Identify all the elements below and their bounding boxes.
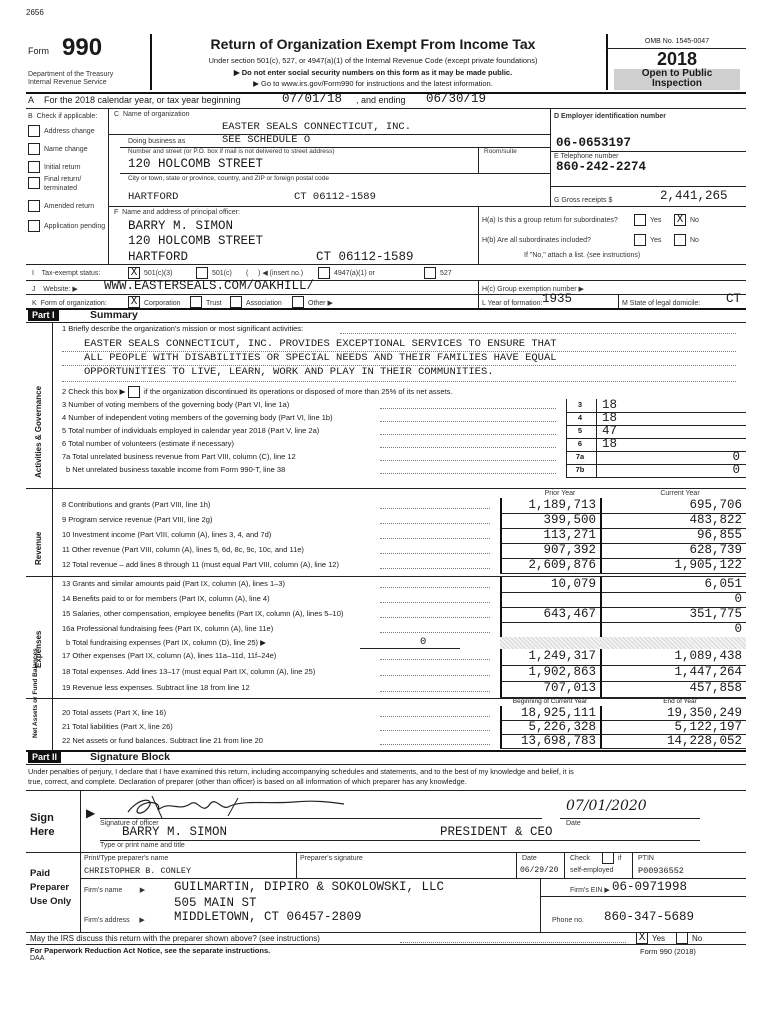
preparer-date-label: Date <box>522 855 537 862</box>
financial-line-label: 15 Salaries, other compensation, employee benefits (Part IX, column (A), lines 5–10) <box>62 609 344 618</box>
gov-line-label: b Net unrelated business taxable income from Form 990-T, line 38 <box>66 465 286 474</box>
sig-date-label: Date <box>566 820 581 827</box>
corporation-checkbox[interactable]: X <box>128 296 140 308</box>
prior-year-value[interactable]: 1,902,863 <box>528 665 596 679</box>
current-year-value[interactable]: 1,905,122 <box>674 558 742 572</box>
discuss-yes-label: Yes <box>652 934 666 943</box>
sign-arrow: ▶ <box>86 806 96 820</box>
prior-year-header: Prior Year <box>544 490 576 497</box>
current-year-value[interactable]: 1,089,438 <box>674 649 742 663</box>
street-label: Number and street (or P.O. box if mail is not delivered to street address) <box>128 148 335 155</box>
financial-line-label: 14 Benefits paid to or for members (Part IX, column (A), line 4) <box>62 594 270 603</box>
preparer-signature-label: Preparer's signature <box>300 855 363 862</box>
self-employed-checkbox[interactable] <box>602 852 614 864</box>
address-change-label: Address change <box>44 128 95 135</box>
association-label: Association <box>246 300 282 307</box>
line-a-ending: , and ending <box>356 95 406 105</box>
current-year-value[interactable]: 351,775 <box>689 607 742 621</box>
discuss-no-label: No <box>692 934 703 943</box>
financial-line-label: 10 Investment income (Part VIII, column (A), lines 3, 4, and 7d) <box>62 530 272 539</box>
final-return-checkbox[interactable] <box>28 177 40 189</box>
trust-checkbox[interactable] <box>190 296 202 308</box>
city-value[interactable]: HARTFORD <box>128 191 179 203</box>
current-year-value[interactable]: 628,739 <box>689 543 742 557</box>
line-a-label: For the 2018 calendar year, or tax year beginning <box>44 95 241 105</box>
gov-line-value[interactable]: 18 <box>602 437 618 451</box>
check-label: Check <box>570 855 590 862</box>
ein-label: D Employer identification number <box>554 113 667 120</box>
527-label: 527 <box>440 270 452 277</box>
h-b-label: H(b) Are all subordinates included? <box>482 237 591 244</box>
application-pending-checkbox[interactable] <box>28 220 40 232</box>
gov-line-label: 5 Total number of individuals employed in calendar year 2018 (Part V, line 2a) <box>62 426 320 435</box>
current-year-value[interactable]: 0 <box>734 622 742 636</box>
current-year-header: Current Year <box>660 490 700 497</box>
financial-line-label: 18 Total expenses. Add lines 13–17 (must equal Part IX, column (A), line 25) <box>62 667 316 676</box>
form-subtitle: Under section 501(c), 527, or 4947(a)(1) of the Internal Revenue Code (except private foundations) <box>208 56 538 65</box>
ha-no-label: No <box>690 217 699 224</box>
gov-line-number: 3 <box>577 400 583 409</box>
dba-value[interactable]: SEE SCHEDULE O <box>222 134 311 146</box>
here-label: Here <box>30 826 55 838</box>
signature-date[interactable]: 07/01/2020 <box>566 798 647 814</box>
gov-line-value[interactable]: 18 <box>602 398 618 412</box>
if-label: if <box>618 855 622 862</box>
end-year-header: End of Year <box>663 698 697 705</box>
tax-exempt-label: I Tax-exempt status: <box>32 270 101 277</box>
firm-ein[interactable]: 06-0971998 <box>612 880 688 894</box>
omb-number: OMB No. 1545-0047 <box>644 38 710 45</box>
preparer-label: Preparer <box>30 882 70 893</box>
hb-yes-label: Yes <box>650 237 662 244</box>
ha-no-checkbox[interactable]: X <box>674 214 686 226</box>
form-word: Form <box>28 46 49 56</box>
firm-phone[interactable]: 860-347-5689 <box>604 910 695 924</box>
section-b-label: B Check if applicable: <box>28 113 98 120</box>
side-revenue: Revenue <box>34 531 43 565</box>
prior-year-value[interactable]: 5,226,328 <box>528 720 596 734</box>
gov-line-label: 4 Number of independent voting members of the governing body (Part VI, line 1b) <box>62 413 333 422</box>
part2-tag: Part II <box>28 752 61 763</box>
name-change-checkbox[interactable] <box>28 143 40 155</box>
current-year-value[interactable]: 695,706 <box>689 498 742 512</box>
tax-year-begin[interactable]: 07/01/18 <box>282 92 343 106</box>
principal-officer-label: F Name and address of principal officer: <box>114 209 240 216</box>
line-a-letter: A <box>28 95 35 105</box>
financial-line-label: 9 Program service revenue (Part VIII, line 2g) <box>62 515 213 524</box>
penalty-text-1: Under penalties of perjury, I declare that I have examined this return, including accompanying schedules and statements, and to the best of my knowledge and belief, it is <box>28 767 574 776</box>
tax-year-end[interactable]: 06/30/19 <box>426 92 487 106</box>
mission-line-2[interactable]: ALL PEOPLE WITH DISABILITIES OR SPECIAL NEEDS AND THEIR FAMILIES HAVE EQUAL <box>84 352 557 364</box>
527-checkbox[interactable] <box>424 267 436 279</box>
corporation-label: Corporation <box>144 300 181 307</box>
gov-line-number: 5 <box>577 426 583 435</box>
firm-address-1[interactable]: 505 MAIN ST <box>174 896 257 910</box>
501c3-checkbox[interactable]: X <box>128 267 140 279</box>
prior-year-value[interactable]: 1,189,713 <box>528 498 596 512</box>
gov-line-number: 4 <box>577 413 583 422</box>
gov-line-number: 6 <box>577 439 583 448</box>
tax-year: 2018 <box>656 49 698 69</box>
part2-title: Signature Block <box>90 751 170 763</box>
preparer-name[interactable]: CHRISTOPHER B. CONLEY <box>84 866 192 876</box>
current-year-value[interactable]: 483,822 <box>689 513 742 527</box>
signature-officer-label: Signature of officer <box>100 820 159 827</box>
other-org-label: Other ▶ <box>308 300 333 307</box>
prior-year-value[interactable]: 113,271 <box>543 528 596 542</box>
financial-line-label: 17 Other expenses (Part IX, column (A), lines 11a–11d, 11f–24e) <box>62 651 277 660</box>
line1-label: 1 Briefly describe the organization's mission or most significant activities: <box>62 324 304 333</box>
line2-label: 2 Check this box ▶ <box>62 387 126 396</box>
current-year-value[interactable]: 6,051 <box>704 577 742 591</box>
mission-line-3[interactable]: OPPORTUNITIES TO LIVE, LEARN, WORK AND PLAY IN THEIR COMMUNITIES. <box>84 366 494 378</box>
city-state-zip[interactable]: CT 06112-1589 <box>294 191 376 203</box>
prior-year-value[interactable]: 643,467 <box>543 607 596 621</box>
prior-year-value[interactable]: 13,698,783 <box>520 734 596 748</box>
paid-label: Paid <box>30 868 51 879</box>
current-year-value[interactable]: 5,122,197 <box>674 720 742 734</box>
discuss-yes-checkbox[interactable]: X <box>636 932 648 944</box>
gross-receipts-label: G Gross receipts $ <box>554 197 613 204</box>
amended-return-checkbox[interactable] <box>28 200 40 212</box>
phone-value[interactable]: 860-242-2274 <box>556 160 647 174</box>
form-title: Return of Organization Exempt From Income Tax <box>210 36 536 52</box>
gov-line-value[interactable]: 18 <box>602 411 618 425</box>
4947-label: 4947(a)(1) or <box>334 270 375 277</box>
h-a-label: H(a) Is this a group return for subordinates? <box>482 217 618 224</box>
open-inspection: Inspection <box>651 78 702 89</box>
prior-year-value[interactable]: 399,500 <box>543 513 596 527</box>
officer-name[interactable]: BARRY M. SIMON <box>128 219 234 233</box>
officer-state-zip[interactable]: CT 06112-1589 <box>316 250 414 264</box>
mission-line-1[interactable]: EASTER SEALS CONNECTICUT, INC. PROVIDES EXCEPTIONAL SERVICES TO ENSURE THAT <box>84 338 557 350</box>
part1-title: Summary <box>90 309 138 321</box>
501c-label: 501(c) <box>212 270 232 277</box>
firm-address-label: Firm's address ▶ <box>84 917 145 924</box>
gov-line-value[interactable]: 0 <box>732 450 740 464</box>
financial-line-label: 11 Other revenue (Part VIII, column (A), lines 5, 6d, 8c, 9c, 10c, and 11e) <box>62 545 304 554</box>
prior-year-value[interactable]: 1,249,317 <box>528 649 596 663</box>
gov-line-value[interactable]: 47 <box>602 424 618 438</box>
firm-name[interactable]: GUILMARTIN, DIPIRO & SOKOLOWSKI, LLC <box>174 880 445 894</box>
group-exemption-label: H(c) Group exemption number ▶ <box>482 286 584 293</box>
city-label: City or town, state or province, country, and ZIP or foreign postal code <box>128 175 329 182</box>
current-year-value[interactable]: 0 <box>734 592 742 606</box>
name-change-label: Name change <box>44 146 88 153</box>
financial-line-label: 8 Contributions and grants (Part VIII, line 1h) <box>62 500 211 509</box>
begin-year-header: Beginning of Current Year <box>512 698 588 705</box>
501c-checkbox[interactable] <box>196 267 208 279</box>
amended-return-label: Amended return <box>44 203 95 210</box>
firm-address-2[interactable]: MIDDLETOWN, CT 06457-2809 <box>174 910 362 924</box>
org-name-label: C Name of organization <box>114 111 190 118</box>
hb-no-label: No <box>690 237 699 244</box>
type-name-label: Type or print name and title <box>100 842 185 849</box>
year-formation-value[interactable]: 1935 <box>542 292 573 306</box>
officer-printed-name[interactable]: BARRY M. SIMON <box>122 825 228 839</box>
line16b-value[interactable]: 0 <box>420 636 427 648</box>
financial-line-label: 19 Revenue less expenses. Subtract line 18 from line 12 <box>62 683 250 692</box>
side-expenses: Expenses <box>34 630 43 668</box>
application-pending-label: Application pending <box>44 223 106 230</box>
sign-label: Sign <box>30 812 54 824</box>
state-domicile-value[interactable]: CT <box>726 292 742 306</box>
part1-tag: Part I <box>28 310 59 321</box>
prior-year-value[interactable]: 2,609,876 <box>528 558 596 572</box>
current-year-value[interactable]: 457,858 <box>689 681 742 695</box>
room-label: Room/suite <box>484 148 517 155</box>
self-employed-label: self-employed <box>570 867 614 874</box>
current-year-value[interactable]: 1,447,264 <box>674 665 742 679</box>
financial-line-label: 21 Total liabilities (Part X, line 26) <box>62 722 173 731</box>
hb-note: If "No," attach a list. (see instructions) <box>524 252 641 259</box>
gov-line-number: 7b <box>575 465 585 474</box>
dept-irs: Internal Revenue Service <box>28 79 107 86</box>
side-net-assets: Net Assets or Fund Balances <box>32 648 39 738</box>
year-formation-label: L Year of formation: <box>482 300 543 307</box>
dba-label: Doing business as <box>128 138 186 145</box>
initial-return-checkbox[interactable] <box>28 161 40 173</box>
current-year-value[interactable]: 19,350,249 <box>666 706 742 720</box>
4947-checkbox[interactable] <box>318 267 330 279</box>
other-org-checkbox[interactable] <box>292 296 304 308</box>
form-of-org-label: K Form of organization: <box>32 300 107 307</box>
notice-irs-link: ▶ Go to www.irs.gov/Form990 for instructions and the latest information. <box>253 79 493 88</box>
address-change-checkbox[interactable] <box>28 125 40 137</box>
prior-year-value[interactable]: 907,392 <box>543 543 596 557</box>
side-activities-governance: Activities & Governance <box>34 385 43 478</box>
gov-line-number: 7a <box>575 452 585 461</box>
hb-no-checkbox[interactable] <box>674 234 686 246</box>
officer-street[interactable]: 120 HOLCOMB STREET <box>128 234 264 248</box>
firm-name-label: Firm's name ▶ <box>84 887 146 894</box>
line2-checkbox[interactable] <box>128 386 140 398</box>
penalty-text-2: true, correct, and complete. Declaration of preparer (other than officer) is based on all information of which preparer has any knowledge. <box>28 777 467 786</box>
line2-text: if the organization discontinued its operations or disposed of more than 25% of its net assets. <box>144 387 453 396</box>
discuss-no-checkbox[interactable] <box>676 932 688 944</box>
insert-no-label: ( ) ◀ (insert no.) <box>246 270 304 277</box>
trust-label: Trust <box>206 300 222 307</box>
pra-notice: For Paperwork Reduction Act Notice, see the separate instructions. <box>30 946 271 955</box>
phone-label: E Telephone number <box>554 153 619 160</box>
officer-city[interactable]: HARTFORD <box>128 250 189 264</box>
gross-receipts-value[interactable]: 2,441,265 <box>660 189 728 203</box>
website-label: J Website: ▶ <box>32 286 78 293</box>
501c3-label: 501(c)(3) <box>144 270 173 277</box>
page-number: 2656 <box>26 8 44 17</box>
prior-year-value[interactable]: 10,079 <box>550 577 596 591</box>
use-only-label: Use Only <box>30 896 72 907</box>
irs-discuss-question: May the IRS discuss this return with the preparer shown above? (see instructions) <box>30 934 320 943</box>
gov-line-label: 3 Number of voting members of the governing body (Part VI, line 1a) <box>62 400 290 409</box>
org-name[interactable]: EASTER SEALS CONNECTICUT, INC. <box>222 121 412 133</box>
preparer-ptin[interactable]: P00936552 <box>638 866 684 876</box>
officer-title[interactable]: PRESIDENT & CEO <box>440 825 553 839</box>
ha-yes-checkbox[interactable] <box>634 214 646 226</box>
state-domicile-label: M State of legal domicile: <box>622 300 701 307</box>
ha-yes-label: Yes <box>650 217 662 224</box>
hb-yes-checkbox[interactable] <box>634 234 646 246</box>
ein-value[interactable]: 06-0653197 <box>556 136 632 150</box>
open-public: Open to Public <box>641 68 713 79</box>
prior-year-value[interactable]: 707,013 <box>543 681 596 695</box>
financial-line-label: 22 Net assets or fund balances. Subtract line 21 from line 20 <box>62 736 263 745</box>
form-footer-ref: Form 990 (2018) <box>640 947 696 956</box>
ptin-label: PTIN <box>638 855 654 862</box>
initial-return-label: Initial return <box>44 164 81 171</box>
financial-line-label: 12 Total revenue – add lines 8 through 11 (must equal Part VIII, column (A), line 12) <box>62 560 339 569</box>
current-year-value[interactable]: 96,855 <box>696 528 742 542</box>
financial-line-label: 13 Grants and similar amounts paid (Part IX, column (A), lines 1–3) <box>62 579 286 588</box>
street-value[interactable]: 120 HOLCOMB STREET <box>128 157 264 171</box>
gov-line-value[interactable]: 0 <box>732 463 740 477</box>
form-number: 990 <box>62 34 103 61</box>
firm-phone-label: Phone no. <box>552 917 584 924</box>
final-return-label: Final return/ terminated <box>44 176 82 192</box>
line16b-label: b Total fundraising expenses (Part IX, column (D), line 25) ▶ <box>66 638 266 647</box>
firm-ein-label: Firm's EIN ▶ <box>570 887 610 894</box>
prior-year-value[interactable]: 18,925,111 <box>520 706 596 720</box>
dept-treasury: Department of the Treasury <box>28 71 114 78</box>
gov-line-label: 6 Total number of volunteers (estimate if necessary) <box>62 439 235 448</box>
current-year-value[interactable]: 14,228,052 <box>666 734 742 748</box>
association-checkbox[interactable] <box>230 296 242 308</box>
financial-line-label: 20 Total assets (Part X, line 16) <box>62 708 167 717</box>
financial-line-label: 16a Professional fundraising fees (Part IX, column (A), line 11e) <box>62 624 274 633</box>
website-value[interactable]: WWW.EASTERSEALS.COM/OAKHILL/ <box>104 279 315 293</box>
preparer-date[interactable]: 06/29/20 <box>520 866 559 875</box>
preparer-print-label: Print/Type preparer's name <box>84 855 169 862</box>
gov-line-label: 7a Total unrelated business revenue from Part VIII, column (C), line 12 <box>62 452 296 461</box>
notice-ssn: ▶ Do not enter social security numbers on this form as it may be made public. <box>233 68 513 77</box>
daa-label: DAA <box>30 955 45 962</box>
